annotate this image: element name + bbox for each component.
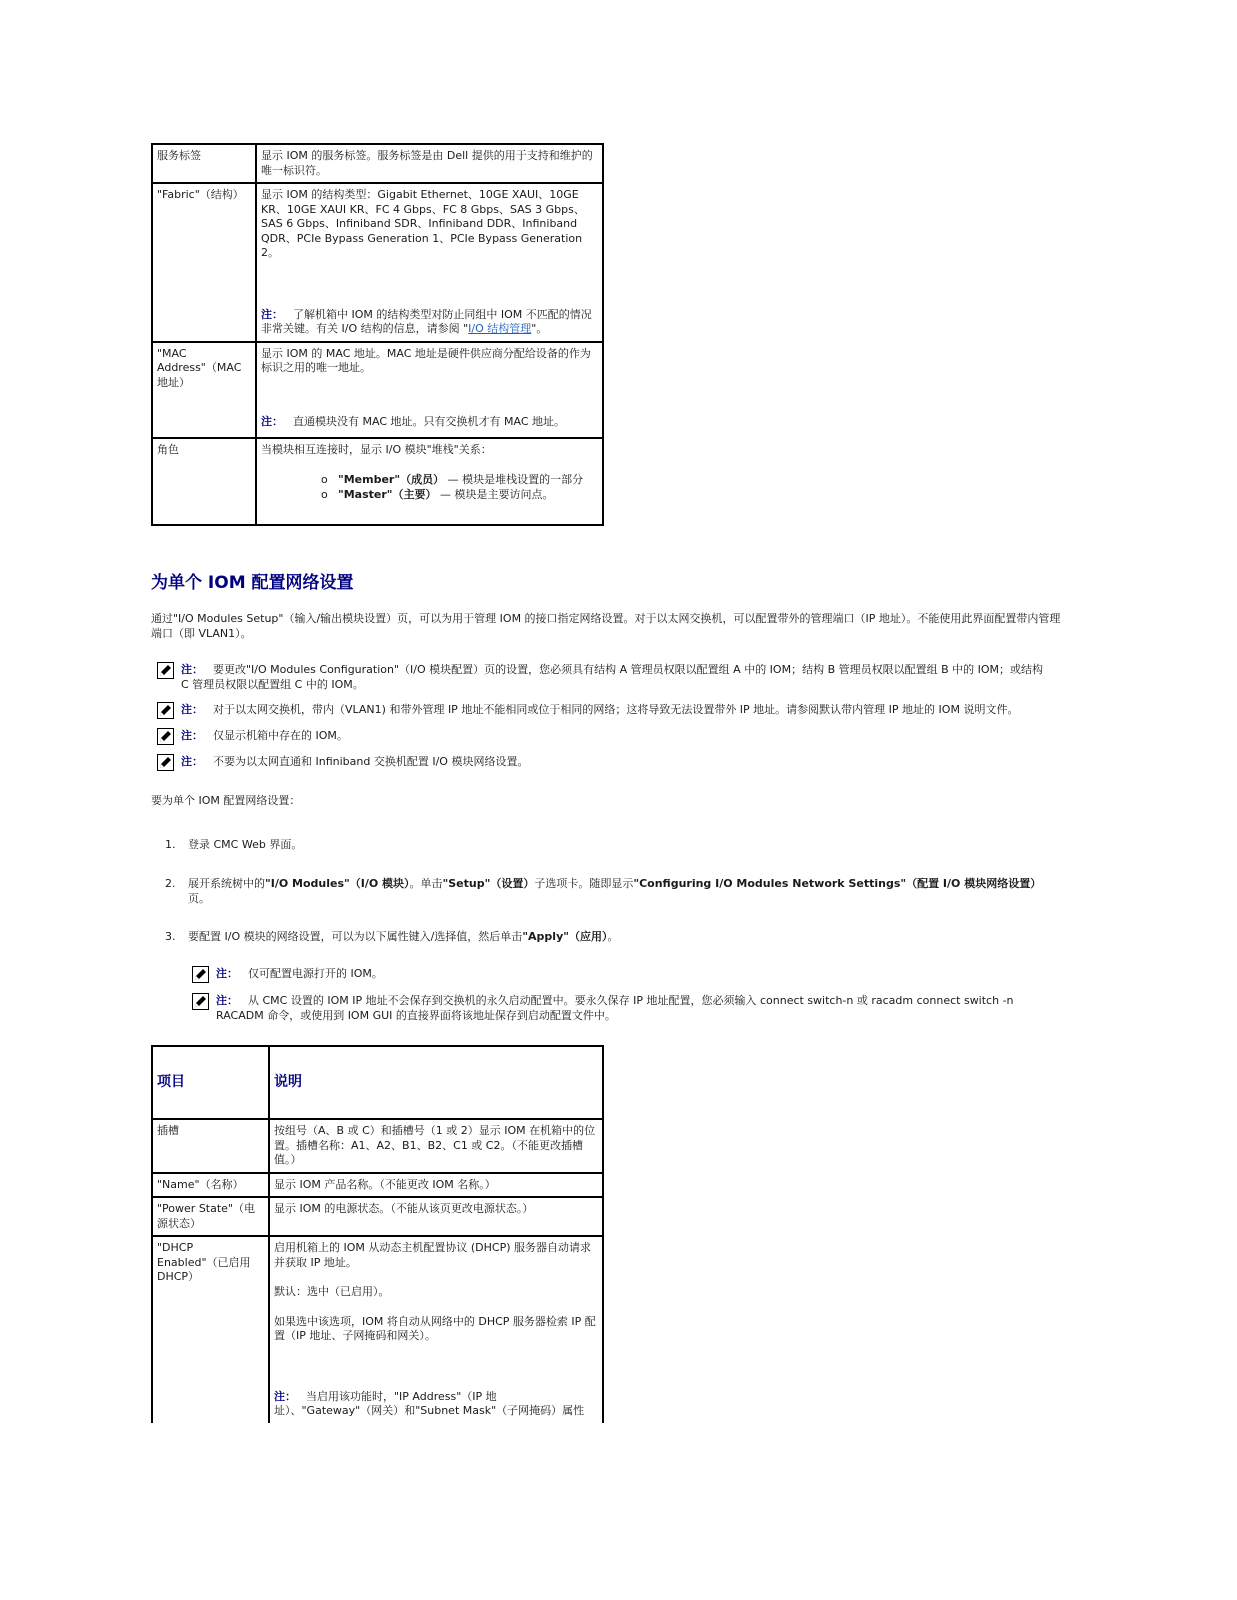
list-item <box>321 473 597 488</box>
note-label: 注： <box>216 967 238 980</box>
note-text: 了解机箱中 IOM 的结构类型对防止同组中 IOM 不匹配的情况非常关键。有关 I/O 结构的信息，请参阅 " <box>261 307 592 335</box>
note-text: 直通模块没有 MAC 地址。只有交换机才有 MAC 地址。 <box>293 414 565 428</box>
step-text-bold: "Apply"（应用） <box>522 930 608 943</box>
row-description-cell <box>256 183 603 342</box>
role-text: — 模块是堆栈设置的一部分 <box>444 473 584 486</box>
table-row <box>152 1173 603 1198</box>
table-row <box>152 1197 603 1236</box>
note <box>192 993 1032 1023</box>
network-settings-table <box>151 1045 604 1423</box>
row-label: "MAC Address"（MAC 地址） <box>152 342 256 438</box>
pencil-note-icon <box>192 993 209 1010</box>
note-text: 不要为以太网直通和 Infiniband 交换机配置 I/O 模块网络设置。 <box>213 755 529 768</box>
note <box>192 966 1032 983</box>
row-description: 显示 IOM 的服务标签。服务标签是由 Dell 提供的用于支持和维护的唯一标识符。 <box>256 144 603 183</box>
step-text <box>188 876 1055 906</box>
table-row <box>152 438 603 525</box>
note-text: 当启用该功能时，"IP Address"（IP 地址）、"Gateway"（网关）和"Subnet Mask"（子网掩码）属性 <box>274 1389 585 1417</box>
pencil-note-icon <box>157 662 174 679</box>
procedure-lead: 要为单个 IOM 配置网络设置： <box>151 794 301 807</box>
row-description: 显示 IOM 的 MAC 地址。MAC 地址是硬件供应商分配给设备的作为标识之用的唯一地址。 <box>261 346 591 374</box>
step-text-bold: "Setup"（设置） <box>442 877 535 890</box>
role-text: — 模块是主要访问点。 <box>436 487 554 501</box>
row-more: 如果选中该选项，IOM 将自动从网络中的 DHCP 服务器检索 IP 配置（IP 地址、子网掩码和网关）。 <box>274 1314 596 1342</box>
note-label: 注： <box>181 703 203 716</box>
note <box>157 662 1052 692</box>
note <box>157 728 1052 745</box>
note-label: 注： <box>261 307 283 321</box>
row-label: 角色 <box>152 438 256 525</box>
column-header-description: 说明 <box>269 1046 603 1119</box>
io-fabric-management-link[interactable]: I/O 结构管理 <box>468 322 532 335</box>
note-label: 注： <box>274 1389 296 1403</box>
note-label: 注： <box>181 729 203 742</box>
note <box>157 702 1052 719</box>
step-number: 3. <box>165 930 176 943</box>
row-description: 显示 IOM 产品名称。（不能更改 IOM 名称。） <box>269 1173 603 1198</box>
pencil-note-icon <box>157 754 174 771</box>
note-text: 对于以太网交换机，带内（VLAN1) 和带外管理 IP 地址不能相同或位于相同的网络；这将导致无法设置带外 IP 地址。请参阅默认带内管理 IP 地址的 IOM 说明文件。 <box>213 703 1019 716</box>
table-row <box>152 342 603 438</box>
row-label: "Name"（名称） <box>152 1173 269 1198</box>
bullet-icon: o <box>321 473 328 486</box>
iom-properties-table <box>151 143 604 526</box>
note-label: 注： <box>261 414 283 428</box>
column-header-item: 项目 <box>152 1046 269 1119</box>
step-text-part: 要配置 I/O 模块的网络设置，可以为以下属性键入/选择值，然后单击 <box>188 930 523 943</box>
step-text-part: 展开系统树中的 <box>188 877 265 890</box>
note-tail: "。 <box>531 322 548 335</box>
pencil-note-icon <box>157 702 174 719</box>
row-description-cell <box>256 438 603 525</box>
note-text: 仅可配置电源打开的 IOM。 <box>248 967 383 980</box>
step-item <box>165 837 1055 852</box>
row-label: "Fabric"（结构） <box>152 183 256 342</box>
step-text-part: 。 <box>607 930 619 943</box>
cell-note <box>274 1390 597 1419</box>
note-label: 注： <box>181 755 203 768</box>
table-row <box>152 1119 603 1173</box>
table-row <box>152 183 603 342</box>
pencil-note-icon <box>157 728 174 745</box>
row-label: 服务标签 <box>152 144 256 183</box>
row-description: 显示 IOM 的电源状态。（不能从该页更改电源状态。） <box>269 1197 603 1236</box>
note <box>157 754 1052 771</box>
note-text: 要更改"I/O Modules Configuration"（I/O 模块配置）页的设置，您必须具有结构 A 管理员权限以配置组 A 中的 IOM；结构 B 管理员权限以配置组 B 中的 IOM；或结构 C 管理员权限以配置组 C 中的 IOM。 <box>181 663 1044 691</box>
section-heading: 为单个 IOM 配置网络设置 <box>151 573 354 593</box>
row-description: 当模块相互连接时，显示 I/O 模块"堆栈"关系： <box>261 442 492 456</box>
list-item <box>321 488 597 503</box>
role-term: "Master"（主要） <box>338 487 437 501</box>
row-description-cell <box>269 1236 603 1423</box>
row-description-cell <box>256 342 603 438</box>
step-number: 2. <box>165 877 176 890</box>
step-text-part: 。单击 <box>409 877 443 890</box>
step-text: 登录 CMC Web 界面。 <box>188 838 303 851</box>
note-label: 注： <box>181 663 203 676</box>
step-text-bold: "Configuring I/O Modules Network Settings"（配置 I/O 模块网络设置） <box>633 877 1042 890</box>
table-row <box>152 144 603 183</box>
cell-note <box>261 415 597 430</box>
bullet-icon: o <box>321 487 328 501</box>
cell-note <box>261 308 597 337</box>
note-label: 注： <box>216 994 238 1007</box>
step-text-bold: "I/O Modules"（I/O 模块） <box>265 877 410 890</box>
step-item <box>165 929 1055 944</box>
row-description: 启用机箱上的 IOM 从动态主机配置协议 (DHCP) 服务器自动请求并获取 IP 地址。 <box>274 1241 592 1269</box>
note-text: 从 CMC 设置的 IOM IP 地址不会保存到交换机的永久启动配置中。要永久保存 IP 地址配置，您必须输入 connect switch-n 或 racadm connect switch -n RACADM 命令，或使用到 IOM GUI 的直接界面将该地址保存到启动配置文件中。 <box>216 994 1014 1022</box>
step-item <box>165 876 1055 906</box>
step-text-part: 子选项卡。随即显示 <box>534 877 634 890</box>
pencil-note-icon <box>192 966 209 983</box>
row-label: "DHCP Enabled"（已启用 DHCP） <box>152 1236 269 1423</box>
note-text: 仅显示机箱中存在的 IOM。 <box>213 729 348 742</box>
row-label: "Power State"（电源状态） <box>152 1197 269 1236</box>
row-label: 插槽 <box>152 1119 269 1173</box>
step-text-part: 页。 <box>188 892 210 905</box>
role-list <box>261 473 597 502</box>
role-term: "Member"（成员） <box>338 473 445 486</box>
intro-paragraph: 通过"I/O Modules Setup"（输入/输出模块设置）页，可以为用于管理 IOM 的接口指定网络设置。对于以太网交换机，可以配置带外的管理端口（IP 地址）。不能使用此界面配置带内管理端口（即 VLAN1）。 <box>151 612 1061 640</box>
step-number: 1. <box>165 838 176 851</box>
table-row <box>152 1236 603 1423</box>
default-value: 默认：选中（已启用）。 <box>274 1285 390 1298</box>
row-description: 按组号（A、B 或 C）和插槽号（1 或 2）显示 IOM 在机箱中的位置。插槽名称：A1、A2、B1、B2、C1 或 C2。（不能更改插槽值。） <box>269 1119 603 1173</box>
step-text <box>188 929 618 944</box>
row-description: 显示 IOM 的结构类型：Gigabit Ethernet、10GE XAUI、10GE KR、10GE XAUI KR、FC 4 Gbps、FC 8 Gbps、SAS 3 Gbps、SAS 6 Gbps、Infiniband SDR、Infiniband DDR、Infiniband QDR、PCIe Bypass Generation 1、PCIe Bypass Generation 2。 <box>261 188 585 259</box>
table-header-row <box>152 1046 603 1119</box>
